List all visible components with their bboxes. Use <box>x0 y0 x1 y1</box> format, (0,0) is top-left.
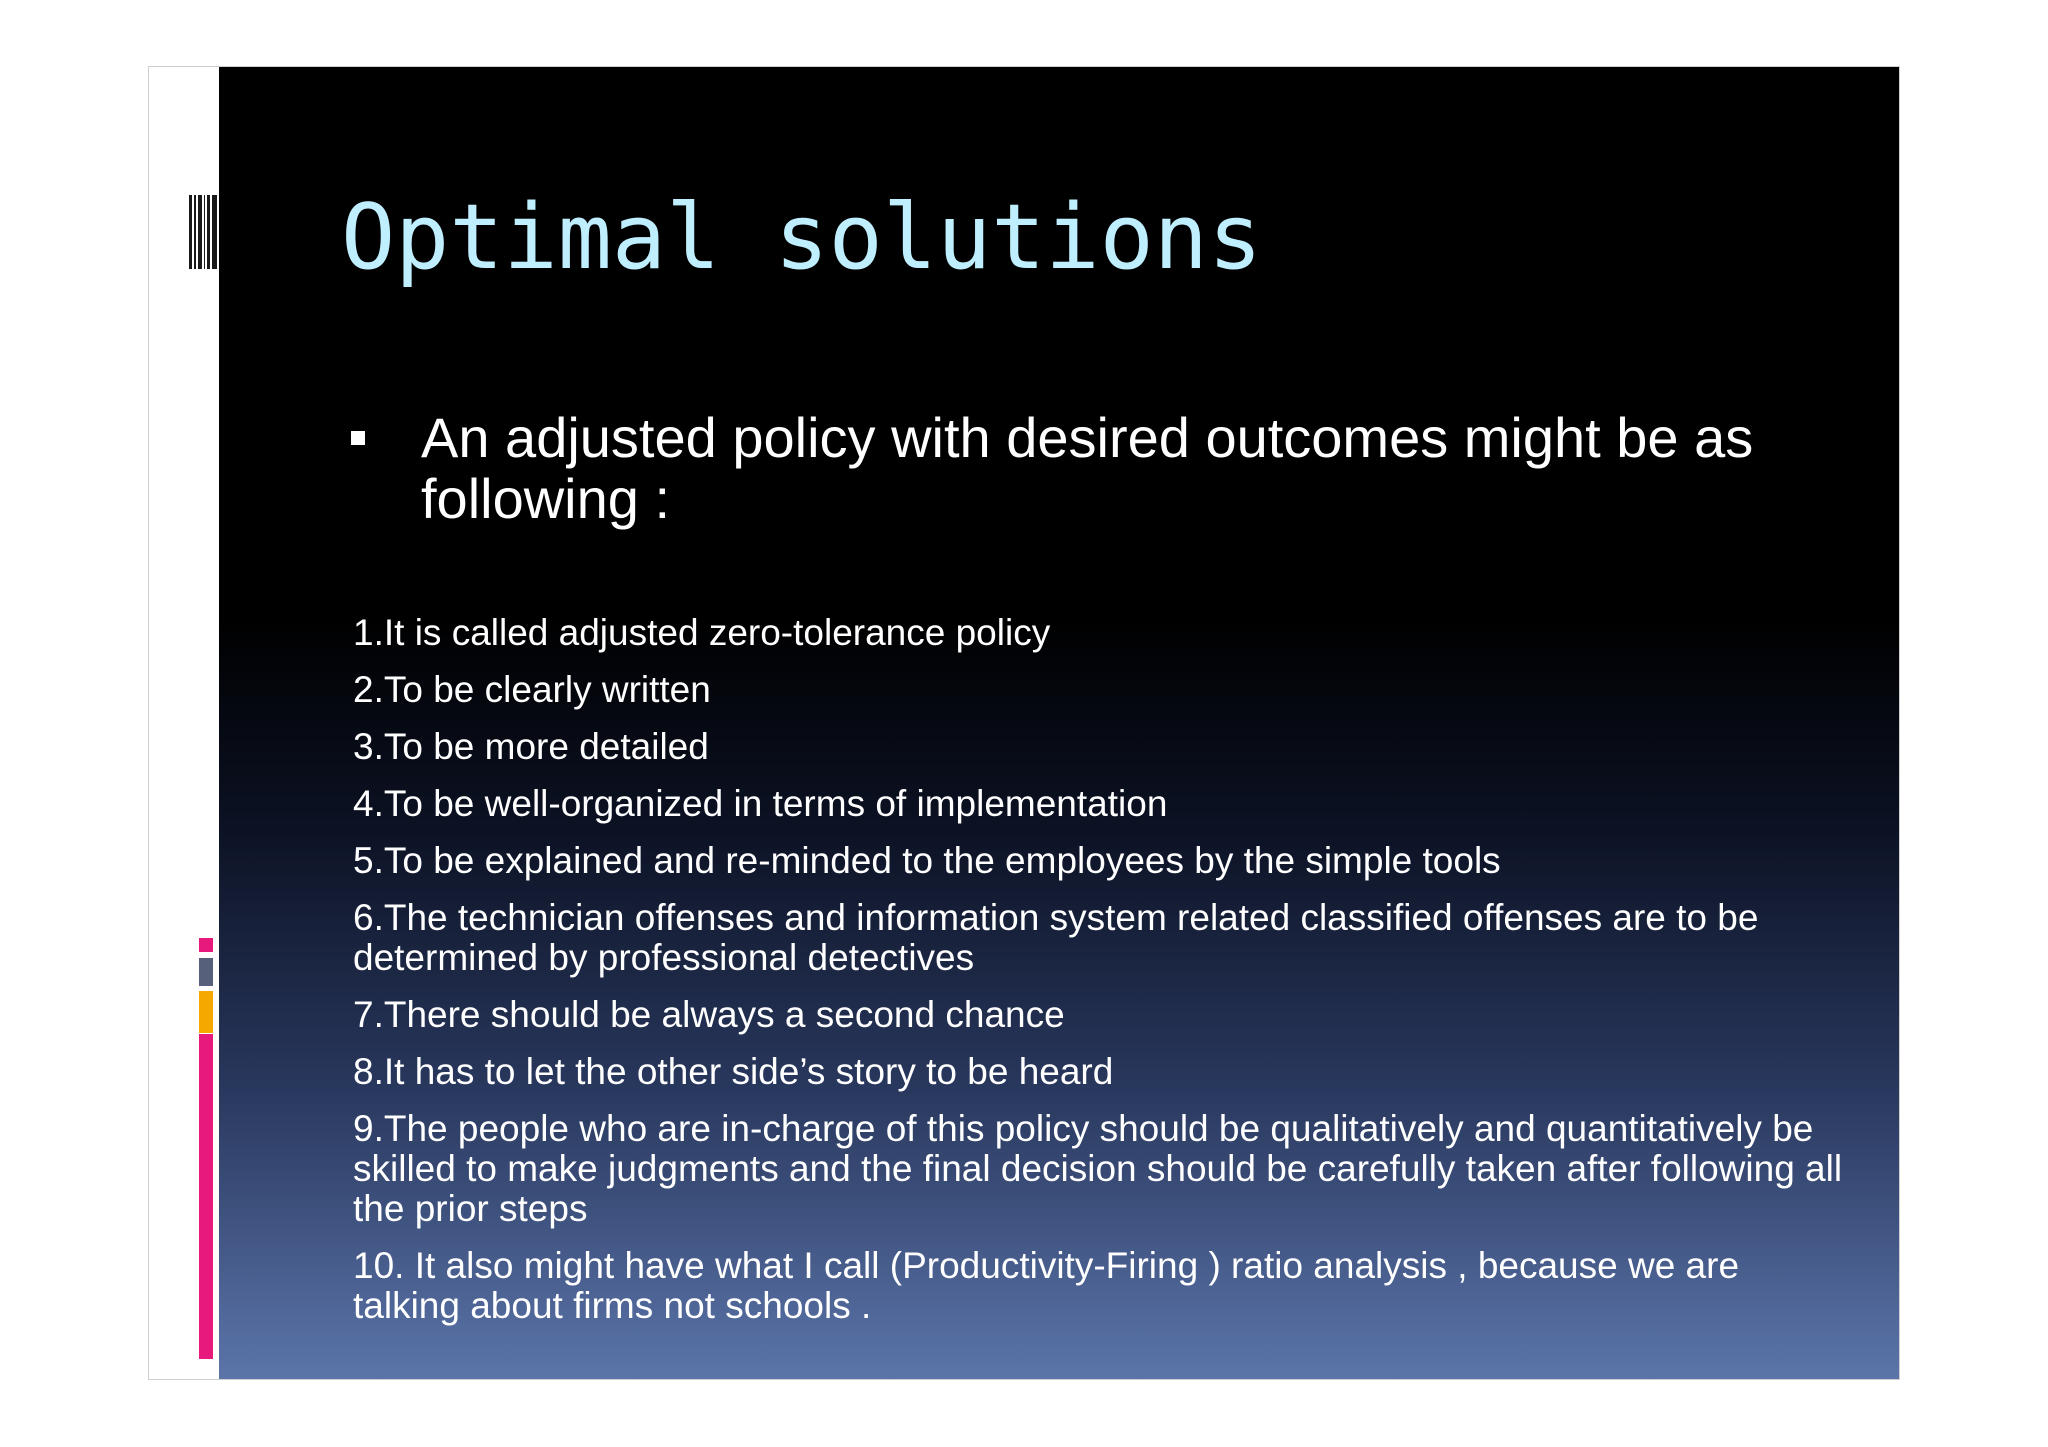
list-item: 5.To be explained and re-minded to the employees by the simple tools <box>353 840 1501 881</box>
list-item: 6.The technician offenses and information system related classified offenses are to be determined by professional detectives <box>353 897 1759 978</box>
slide <box>148 66 1900 1380</box>
left-decoration-strip <box>149 67 219 1379</box>
main-bullet-text: An adjusted policy with desired outcomes might be as following : <box>421 406 1754 530</box>
list-item: 4.To be well-organized in terms of implementation <box>353 783 1168 824</box>
list-item: 3.To be more detailed <box>353 726 709 767</box>
list-item: 7.There should be always a second chance <box>353 994 1065 1035</box>
list-item: 8.It has to let the other side’s story to be heard <box>353 1051 1114 1092</box>
list-item: 10. It also might have what I call (Productivity-Firing ) ratio analysis , because we are talking about firms not schools . <box>353 1245 1740 1326</box>
accent-bar-orange <box>199 991 213 1033</box>
accent-bar-pink-long <box>199 1034 213 1359</box>
list-item: 9.The people who are in-charge of this policy should be qualitatively and quantitatively be skilled to make judgments and the final decision should be carefully taken after following all the prior steps <box>353 1108 1843 1229</box>
barcode-decoration <box>189 195 217 269</box>
list-item: 1.It is called adjusted zero-tolerance policy <box>353 612 1051 653</box>
accent-bar-pink-small <box>199 938 213 952</box>
solutions-list <box>353 613 1853 1343</box>
slide-title: Optimal solutions <box>341 185 1263 290</box>
list-item: 2.To be clearly written <box>353 669 711 710</box>
square-bullet-icon <box>351 431 365 445</box>
content-panel <box>219 67 1899 1379</box>
main-bullet <box>351 407 1831 529</box>
accent-bar-gray <box>199 958 213 986</box>
